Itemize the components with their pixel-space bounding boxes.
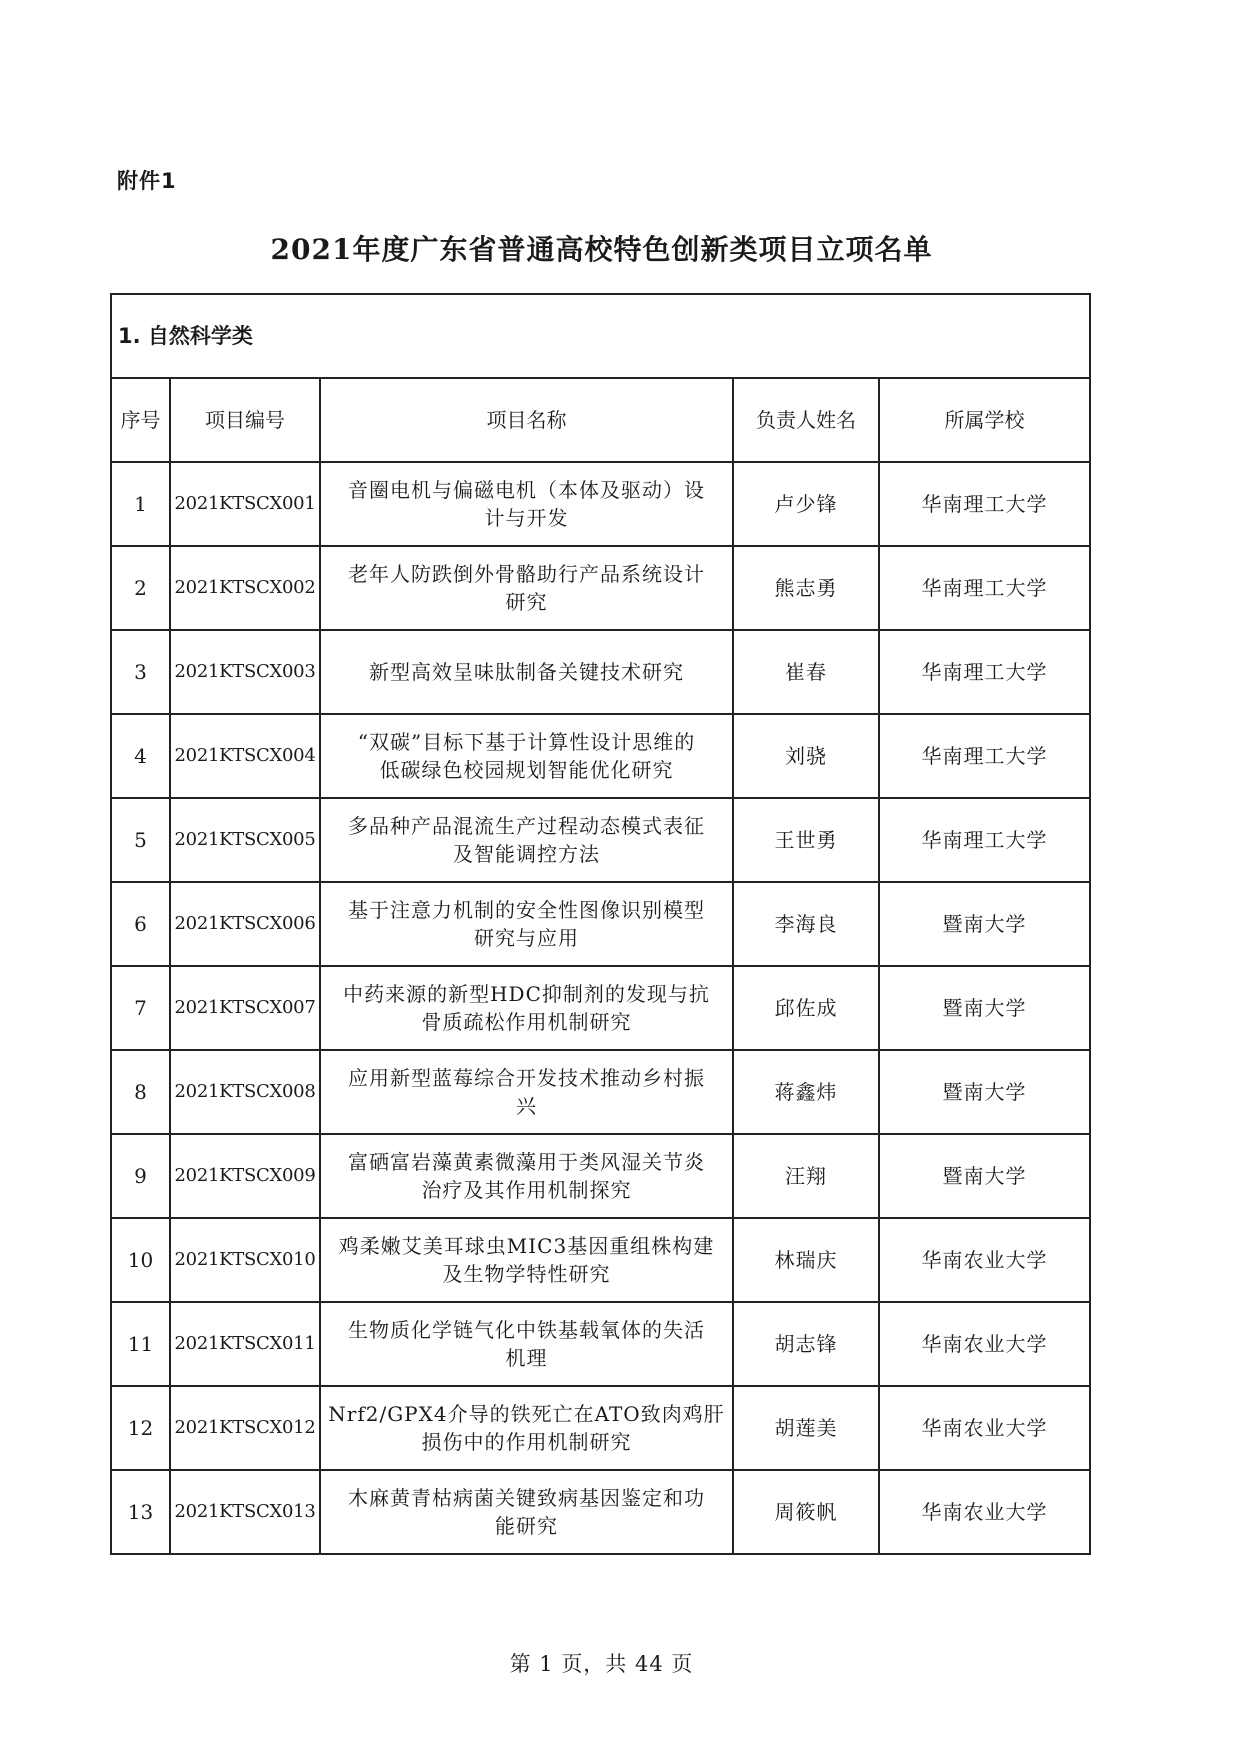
row-project-code: 2021KTSCX008: [170, 1050, 320, 1134]
footer-middle: 页，共: [561, 1652, 628, 1676]
table-row: [111, 966, 1090, 1050]
row-project-code: 2021KTSCX012: [170, 1386, 320, 1470]
project-table: [110, 293, 1091, 1555]
col-header-leader: 负责人姓名: [733, 378, 879, 462]
row-project-name-line: 生物质化学链气化中铁基载氧体的失活: [348, 1318, 705, 1342]
col-header-school: 所属学校: [879, 378, 1090, 462]
table-row: [111, 882, 1090, 966]
row-seq: 9: [111, 1134, 170, 1218]
row-project-name-line: 应用新型蓝莓综合开发技术推动乡村振: [348, 1066, 705, 1090]
row-project-name-line: 治疗及其作用机制探究: [421, 1178, 632, 1202]
row-project-name-line: 低碳绿色校园规划智能优化研究: [379, 758, 674, 782]
row-leader: 汪翔: [733, 1134, 879, 1218]
row-project-name-line: 研究与应用: [474, 926, 579, 950]
row-seq: 6: [111, 882, 170, 966]
row-seq: 5: [111, 798, 170, 882]
row-project-code: 2021KTSCX003: [170, 630, 320, 714]
row-project-name-line: 骨质疏松作用机制研究: [421, 1010, 632, 1034]
row-project-code: 2021KTSCX004: [170, 714, 320, 798]
row-project-code: 2021KTSCX007: [170, 966, 320, 1050]
row-project-name-line: 老年人防跌倒外骨骼助行产品系统设计: [348, 562, 705, 586]
row-project-name-line: 鸡柔嫩艾美耳球虫MIC3基因重组株构建: [338, 1234, 715, 1258]
table-row: [111, 714, 1090, 798]
row-project-code: 2021KTSCX002: [170, 546, 320, 630]
row-seq: 7: [111, 966, 170, 1050]
row-leader: 胡志锋: [733, 1302, 879, 1386]
row-project-name-line: 能研究: [495, 1514, 558, 1538]
table-row: [111, 1218, 1090, 1302]
category-label: 1. 自然科学类: [111, 294, 1090, 378]
row-school: 华南理工大学: [879, 714, 1090, 798]
row-project-name: [320, 630, 733, 714]
col-header-seq: 序号: [111, 378, 170, 462]
row-project-name: [320, 714, 733, 798]
table-row: [111, 630, 1090, 714]
row-project-name-line: 富硒富岩藻黄素微藻用于类风湿关节炎: [348, 1150, 705, 1174]
row-project-name-line: 多品种产品混流生产过程动态模式表征: [348, 814, 705, 838]
row-leader: 崔春: [733, 630, 879, 714]
row-project-name: [320, 1050, 733, 1134]
row-project-name: [320, 1218, 733, 1302]
row-school: 华南农业大学: [879, 1470, 1090, 1554]
category-row: [111, 294, 1090, 378]
row-school: 华南农业大学: [879, 1386, 1090, 1470]
row-school: 华南理工大学: [879, 630, 1090, 714]
row-project-name: [320, 966, 733, 1050]
row-project-name-line: 木麻黄青枯病菌关键致病基因鉴定和功: [348, 1486, 705, 1510]
row-seq: 2: [111, 546, 170, 630]
row-leader: 李海良: [733, 882, 879, 966]
row-project-name: [320, 1470, 733, 1554]
col-header-code: 项目编号: [170, 378, 320, 462]
row-project-name-line: 机理: [505, 1346, 548, 1370]
row-school: 暨南大学: [879, 966, 1090, 1050]
footer-total-pages: 44: [635, 1652, 664, 1676]
row-project-name-line: 及智能调控方法: [453, 842, 600, 866]
row-school: 暨南大学: [879, 1050, 1090, 1134]
footer-current-page: 1: [539, 1652, 554, 1676]
table-header-row: [111, 378, 1090, 462]
row-project-name-line: 新型高效呈味肽制备关键技术研究: [369, 660, 684, 684]
table-row: [111, 462, 1090, 546]
row-seq: 8: [111, 1050, 170, 1134]
row-school: 暨南大学: [879, 1134, 1090, 1218]
row-project-code: 2021KTSCX013: [170, 1470, 320, 1554]
table-row: [111, 1134, 1090, 1218]
row-project-code: 2021KTSCX011: [170, 1302, 320, 1386]
row-seq: 1: [111, 462, 170, 546]
row-school: 暨南大学: [879, 882, 1090, 966]
table-row: [111, 798, 1090, 882]
row-project-name-line: “双碳”目标下基于计算性设计思维的: [357, 730, 696, 754]
row-project-name: [320, 798, 733, 882]
row-school: 华南理工大学: [879, 798, 1090, 882]
row-project-name: [320, 462, 733, 546]
row-project-name: [320, 1134, 733, 1218]
row-leader: 熊志勇: [733, 546, 879, 630]
row-school: 华南理工大学: [879, 462, 1090, 546]
row-leader: 蒋鑫炜: [733, 1050, 879, 1134]
table-row: [111, 1302, 1090, 1386]
row-leader: 林瑞庆: [733, 1218, 879, 1302]
row-leader: 刘骁: [733, 714, 879, 798]
row-project-name-line: 计与开发: [484, 506, 569, 530]
table-row: [111, 1386, 1090, 1470]
row-school: 华南理工大学: [879, 546, 1090, 630]
row-project-name-line: 音圈电机与偏磁电机（本体及驱动）设: [348, 478, 705, 502]
row-project-name-line: 中药来源的新型HDC抑制剂的发现与抗: [343, 982, 710, 1006]
row-project-code: 2021KTSCX009: [170, 1134, 320, 1218]
row-seq: 4: [111, 714, 170, 798]
row-leader: 胡莲美: [733, 1386, 879, 1470]
row-project-name: [320, 546, 733, 630]
row-project-code: 2021KTSCX010: [170, 1218, 320, 1302]
page-footer: [0, 1648, 1203, 1678]
row-project-name: [320, 882, 733, 966]
row-school: 华南农业大学: [879, 1302, 1090, 1386]
table-row: [111, 546, 1090, 630]
row-seq: 13: [111, 1470, 170, 1554]
attachment-label: 附件1: [117, 169, 177, 193]
row-school: 华南农业大学: [879, 1218, 1090, 1302]
col-header-name: 项目名称: [320, 378, 733, 462]
table-row: [111, 1470, 1090, 1554]
row-project-code: 2021KTSCX005: [170, 798, 320, 882]
row-project-name: [320, 1302, 733, 1386]
row-project-name-line: Nrf2/GPX4介导的铁死亡在ATO致肉鸡肝: [328, 1402, 725, 1426]
document-title: 2021年度广东省普通高校特色创新类项目立项名单: [270, 233, 933, 266]
row-project-name-line: 研究: [505, 590, 548, 614]
row-project-name-line: 基于注意力机制的安全性图像识别模型: [348, 898, 705, 922]
footer-prefix: 第: [509, 1652, 532, 1676]
row-seq: 10: [111, 1218, 170, 1302]
table-row: [111, 1050, 1090, 1134]
footer-suffix: 页: [671, 1652, 694, 1676]
row-project-name-line: 损伤中的作用机制研究: [421, 1430, 632, 1454]
row-project-code: 2021KTSCX001: [170, 462, 320, 546]
row-leader: 邱佐成: [733, 966, 879, 1050]
row-project-name: [320, 1386, 733, 1470]
row-project-code: 2021KTSCX006: [170, 882, 320, 966]
row-leader: 卢少锋: [733, 462, 879, 546]
row-project-name-line: 及生物学特性研究: [442, 1262, 611, 1286]
row-seq: 3: [111, 630, 170, 714]
row-seq: 11: [111, 1302, 170, 1386]
row-leader: 周筱帆: [733, 1470, 879, 1554]
row-leader: 王世勇: [733, 798, 879, 882]
row-project-name-line: 兴: [516, 1094, 537, 1118]
row-seq: 12: [111, 1386, 170, 1470]
